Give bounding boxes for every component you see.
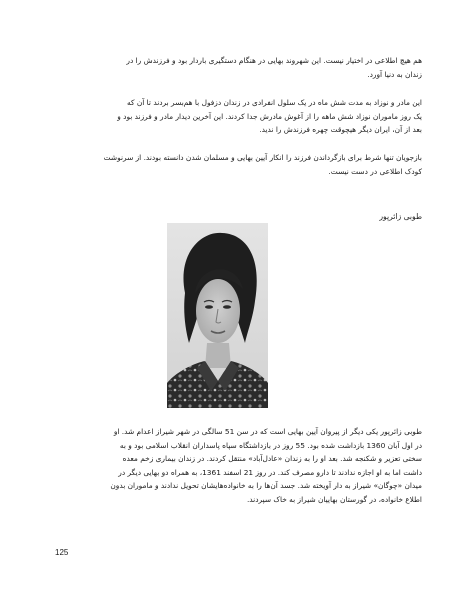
paragraph-line: بعد از آن، ایران دیگر هیچوقت چهره فرزندش را ندید. bbox=[259, 125, 422, 134]
paragraph-1 bbox=[52, 54, 422, 81]
paragraph-line: طوبی زائرپور یکی دیگر از پیروان آیین بهایی است که در سن 51 سالگی در شهر شیراز اعدام شد. او bbox=[113, 427, 422, 436]
photo-caption: طوبی زائرپور bbox=[379, 212, 422, 221]
paragraph-line: بازجویان تنها شرط برای بازگرداندن فرزند را انکار آیین بهایی و مسلمان شدن دانسته بودند. از سرنوشت bbox=[103, 153, 422, 162]
paragraph-line: کودک اطلاعی در دست نیست. bbox=[328, 166, 422, 176]
paragraph-2 bbox=[52, 96, 422, 137]
page-number: 125 bbox=[55, 548, 69, 557]
paragraph-line: در اول آبان 1360 بازداشت شده بود. 55 روز در بازداشتگاه سپاه پاسداران انقلاب اسلامی بود و به bbox=[119, 440, 422, 450]
paragraph-line: هم هیچ اطلاعی در اختیار نیست. این شهروند بهایی در هنگام دستگیری باردار بود و فرزندش را در bbox=[126, 56, 422, 65]
paragraph-line: داشت اما به او اجازه ندادند تا دارو مصرف کند. در روز 21 اسفند 1361، به همراه دو بهایی دیگر در bbox=[118, 467, 422, 477]
paragraph-line: زندان به دنیا آورد. bbox=[367, 69, 422, 79]
paragraph-line: اطلاع خانواده، در گورستان بهاییان شیراز به خاک سپردند. bbox=[246, 494, 422, 504]
paragraph-3 bbox=[52, 151, 422, 178]
portrait-image bbox=[167, 223, 268, 408]
paragraph-line: این مادر و نوزاد به مدت شش ماه در یک سلول انفرادی در زندان دزفول با هم‌بسر بردند تا آن که bbox=[127, 98, 422, 107]
paragraph-line: یک روز ماموران نوزاد شش ماهه را از آغوش مادرش جدا کردند. این آخرین دیدار مادر و فرزند بود و bbox=[117, 111, 422, 121]
paragraph-line: میدان «چوگان» شیراز به دار آویخته شد. جسد آن‌ها را به خانواده‌هایشان تحویل ندادند و ماموران بدون bbox=[110, 481, 422, 490]
paragraph-line: سختی تعزیر و شکنجه شد. بعد او را به زندان «عادل‌آباد» منتقل کردند. در زندان بیماری زخم معده bbox=[122, 454, 422, 463]
portrait-photo bbox=[167, 223, 268, 408]
bio-paragraph bbox=[52, 425, 422, 506]
